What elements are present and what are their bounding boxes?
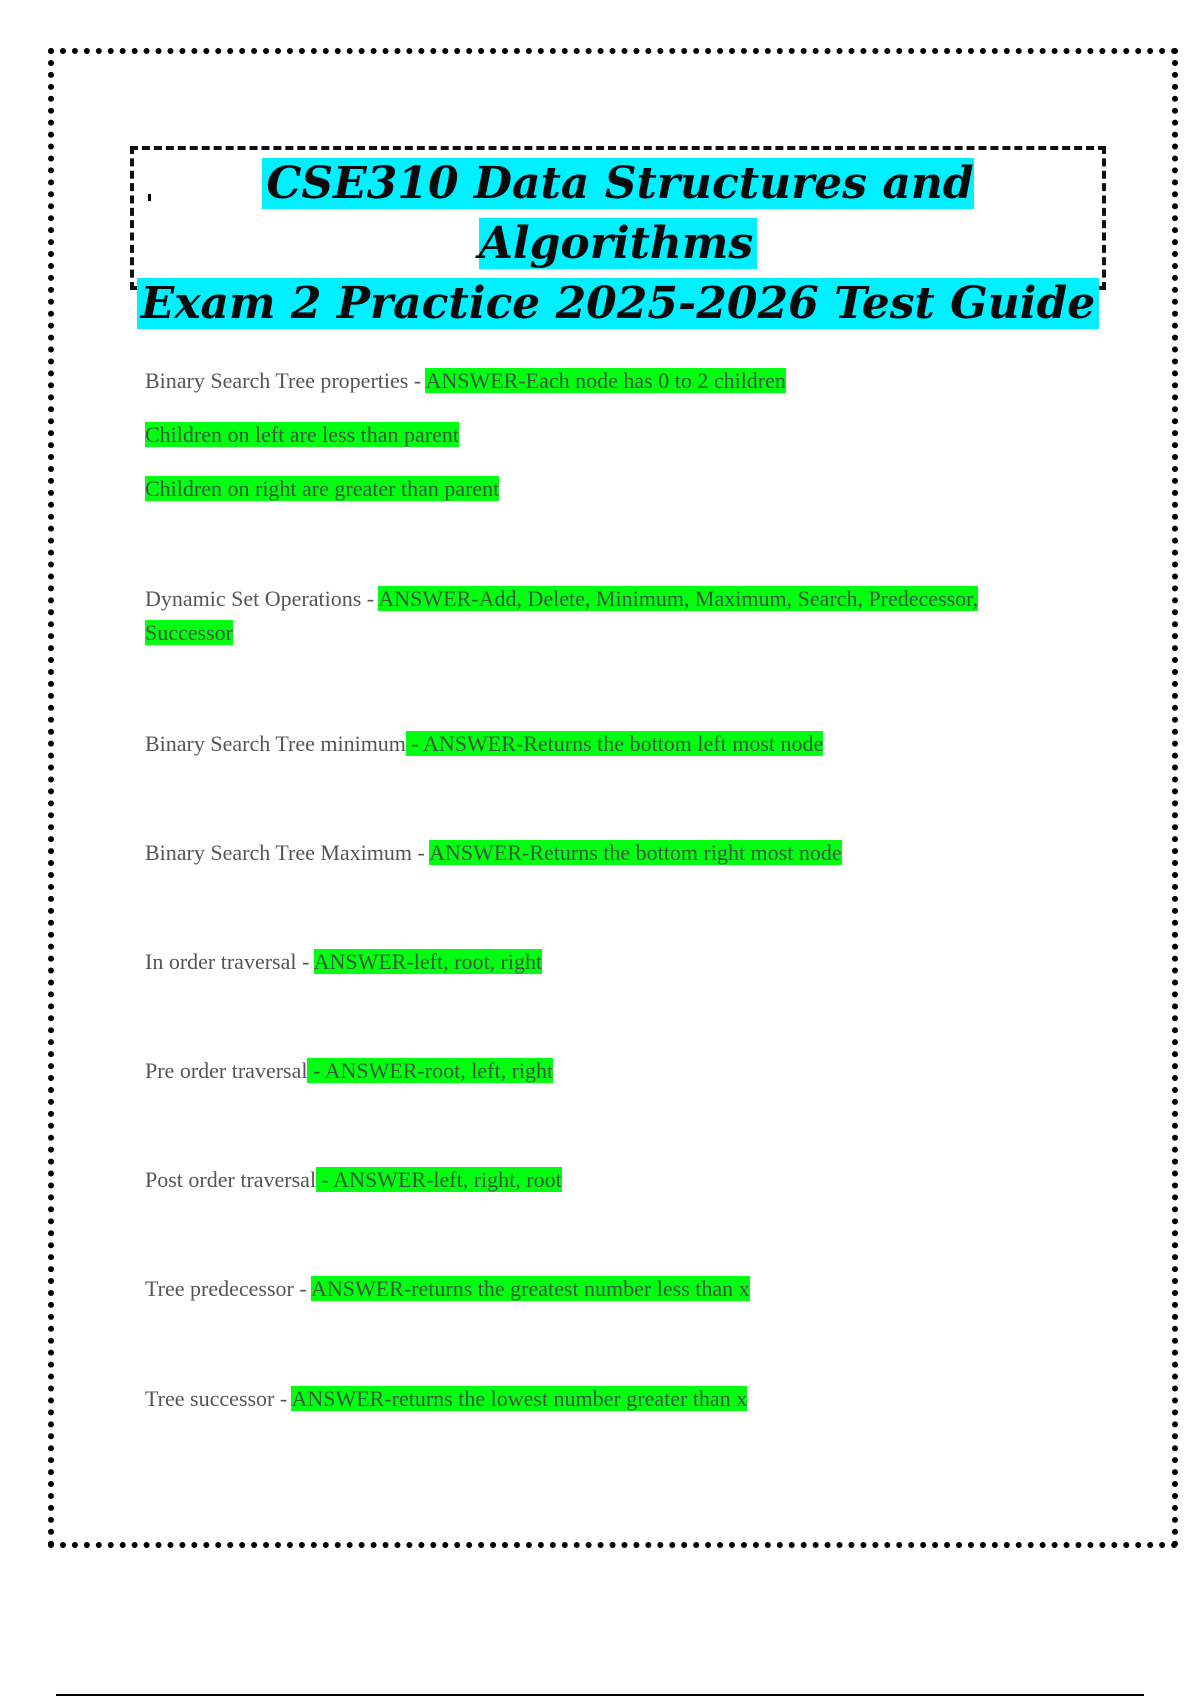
answer-text: ANSWER-Add, Delete, Minimum, Maximum, Search, Predecessor, Successor xyxy=(145,586,979,645)
qa-item-tree-predecessor xyxy=(145,1272,1065,1306)
qa-item-in-order-traversal xyxy=(145,945,1065,979)
answer-extra-line: Children on left are less than parent xyxy=(145,422,460,447)
title-bullet-dot xyxy=(148,194,151,201)
question-text: Dynamic Set Operations - xyxy=(145,586,379,611)
answer-extra-line: Children on right are greater than parent xyxy=(145,476,500,501)
answer-text: ANSWER-returns the greatest number less than x xyxy=(310,1276,750,1301)
question-text: Tree successor - xyxy=(145,1386,292,1411)
answer-text: - ANSWER-left, right, root xyxy=(316,1167,562,1192)
qa-item-tree-successor xyxy=(145,1382,1065,1416)
question-text: Tree predecessor - xyxy=(145,1276,311,1301)
question-text: Post order traversal xyxy=(145,1167,317,1192)
qa-item-post-order-traversal xyxy=(145,1163,1065,1197)
answer-text: ANSWER-left, root, right xyxy=(313,949,543,974)
answer-text: - ANSWER-Returns the bottom left most node xyxy=(405,731,824,756)
title-box xyxy=(130,146,1106,329)
qa-item-bst-maximum xyxy=(145,836,1065,870)
question-text: Binary Search Tree Maximum - xyxy=(145,840,430,865)
qa-item-bst-minimum xyxy=(145,727,1065,761)
answer-text: ANSWER-returns the lowest number greater than x xyxy=(291,1386,748,1411)
title-line-2: Exam 2 Practice 2025-2026 Test Guide xyxy=(134,274,1102,334)
title-line-1: CSE310 Data Structures and Algorithms xyxy=(134,154,1102,274)
question-text: Binary Search Tree minimum xyxy=(145,731,406,756)
question-text: In order traversal - xyxy=(145,949,314,974)
answer-text: ANSWER-Returns the bottom right most node xyxy=(429,840,842,865)
qa-item-bst-properties xyxy=(145,364,1065,506)
qa-item-pre-order-traversal xyxy=(145,1054,1065,1088)
answer-text: - ANSWER-root, left, right xyxy=(307,1058,554,1083)
bottom-rule xyxy=(56,1694,1144,1696)
qa-item-dynamic-set-operations xyxy=(145,582,1055,650)
question-text: Pre order traversal xyxy=(145,1058,308,1083)
answer-text: ANSWER-Each node has 0 to 2 children xyxy=(425,368,786,393)
question-text: Binary Search Tree properties - xyxy=(145,368,426,393)
